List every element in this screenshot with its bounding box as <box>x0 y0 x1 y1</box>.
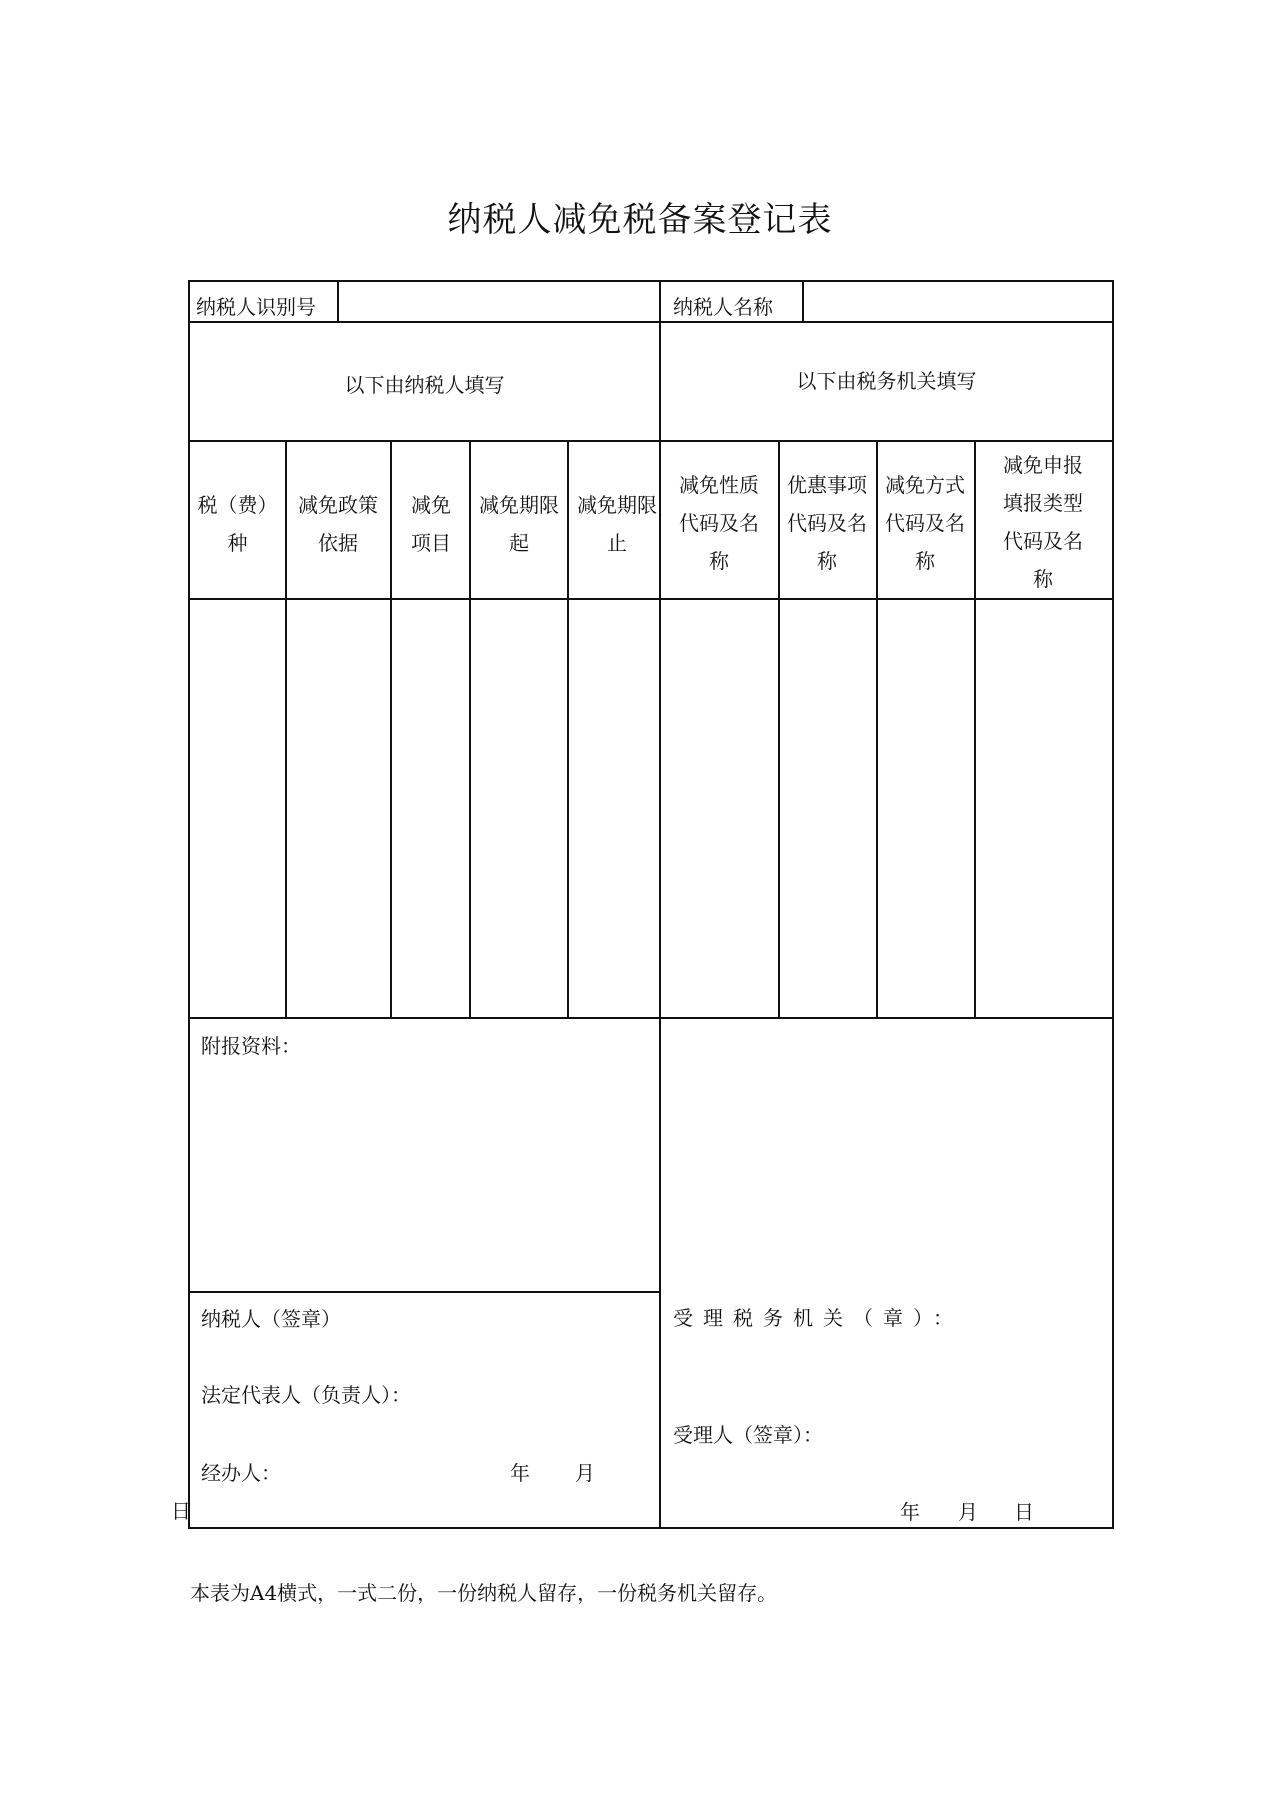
receiver-label: 受理人（签章）： <box>673 1423 823 1447</box>
entry-cell-relief-item[interactable] <box>392 600 469 1017</box>
left-month-label: 月 <box>575 1461 595 1485</box>
rule-left-sign <box>188 1291 660 1293</box>
attachments-label: 附报资料： <box>201 1034 301 1058</box>
entry-cell-period-end[interactable] <box>569 600 659 1017</box>
attachments-field[interactable] <box>190 1065 659 1289</box>
taxpayer-name-field[interactable] <box>805 283 1111 320</box>
legal-rep-label: 法定代表人（负责人）： <box>201 1383 411 1407</box>
col-header-period-end: 减免期限止 <box>577 493 657 555</box>
divider-name-value <box>802 280 804 322</box>
col-header-declaration-type-code: 减免申报填报类型代码及名称 <box>1003 453 1083 591</box>
right-day-label: 日 <box>1014 1500 1034 1524</box>
border-right <box>1112 280 1114 1529</box>
entry-cell-policy-basis[interactable] <box>287 600 390 1017</box>
left-year-label: 年 <box>510 1461 530 1485</box>
taxpayer-id-field[interactable] <box>340 283 658 320</box>
tax-office-fill-header: 以下由税务机关填写 <box>796 369 977 393</box>
rule-row1 <box>188 321 1114 323</box>
col-header-method-code: 减免方式代码及名称 <box>885 473 965 573</box>
col-header-preference-code: 优惠事项代码及名称 <box>787 473 867 573</box>
entry-cell-declaration-type-code[interactable] <box>976 600 1112 1017</box>
right-year-label: 年 <box>900 1500 920 1524</box>
entry-cell-method-code[interactable] <box>878 600 974 1017</box>
taxpayer-id-label: 纳税人识别号 <box>196 295 316 319</box>
form-title: 纳税人减免税备案登记表 <box>447 200 833 240</box>
taxpayer-name-label: 纳税人名称 <box>673 295 773 319</box>
entry-cell-tax-type[interactable] <box>190 600 285 1017</box>
col-header-policy-basis: 减免政策依据 <box>298 493 378 555</box>
col-header-relief-item: 减免项目 <box>411 493 451 555</box>
left-day-clip <box>171 1498 193 1526</box>
taxpayer-seal-label: 纳税人（签章） <box>201 1307 341 1331</box>
entry-cell-period-start[interactable] <box>471 600 567 1017</box>
footnote: 本表为A4横式，一式二份，一份纳税人留存，一份税务机关留存。 <box>190 1581 778 1605</box>
taxpayer-fill-header: 以下由纳税人填写 <box>344 373 505 397</box>
right-month-label: 月 <box>958 1500 978 1524</box>
col-header-nature-code: 减免性质代码及名称 <box>679 473 759 573</box>
handler-label: 经办人： <box>201 1461 281 1485</box>
left-day-label: 日 <box>171 1499 191 1523</box>
divider-id-value <box>337 280 339 322</box>
entry-cell-nature-code[interactable] <box>661 600 778 1017</box>
col-header-period-start: 减免期限起 <box>479 493 559 555</box>
tax-office-seal-label: 受理税务机关（章）： <box>673 1306 963 1330</box>
border-top <box>188 280 1114 282</box>
col-header-tax-type: 税（费）种 <box>197 493 278 555</box>
entry-cell-preference-code[interactable] <box>780 600 876 1017</box>
